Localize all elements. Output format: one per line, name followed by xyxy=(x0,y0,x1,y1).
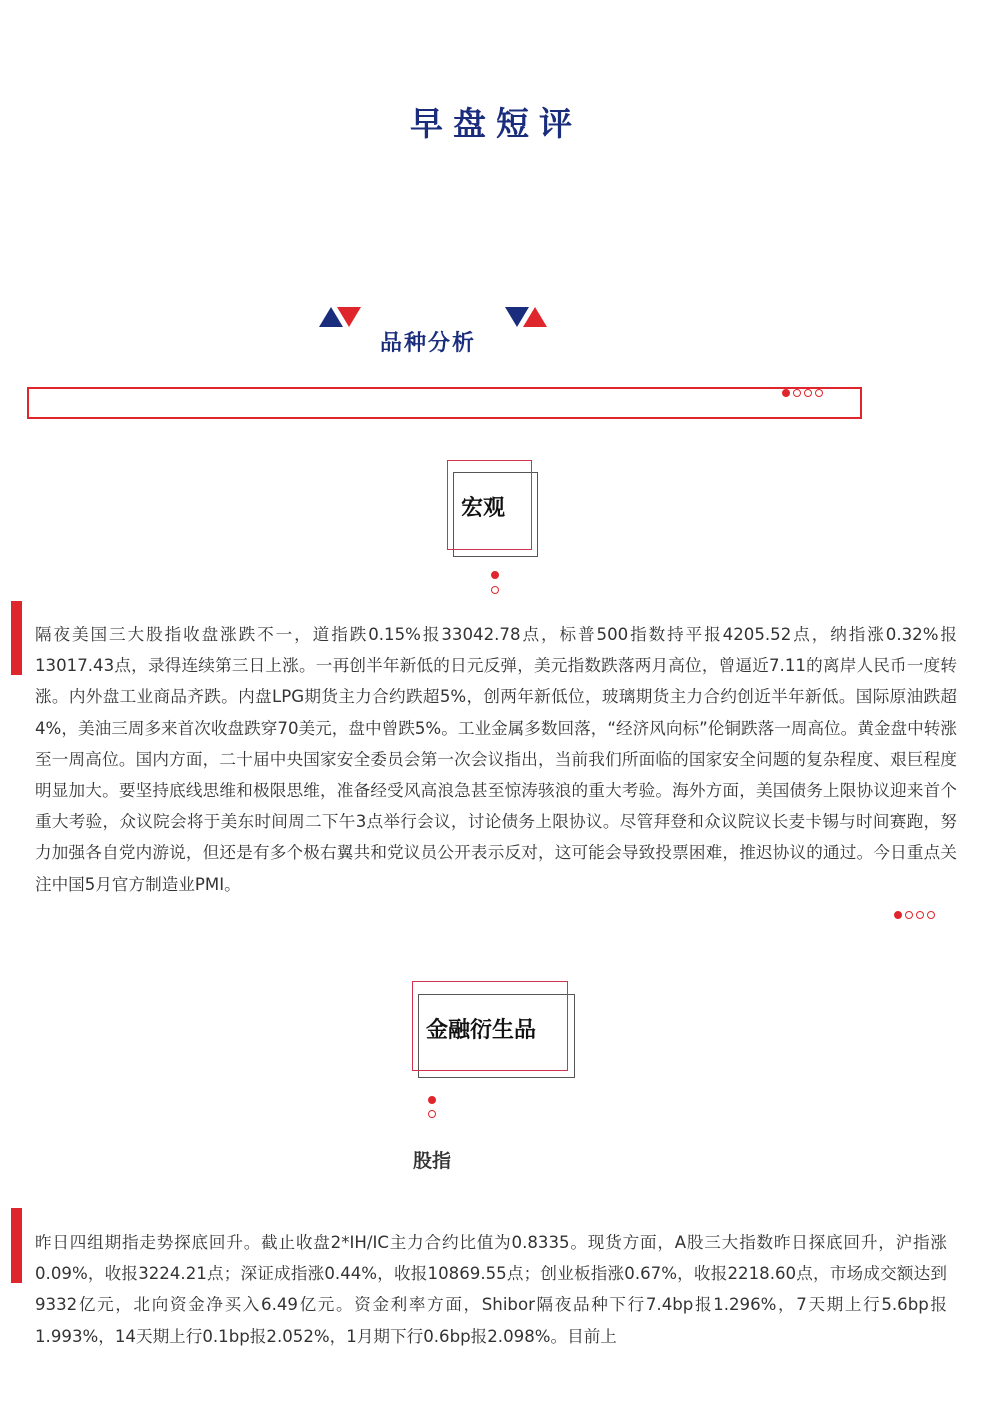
section-label: 品种分析 xyxy=(380,331,477,356)
dot-icon xyxy=(927,911,935,919)
sub-heading-stock-index: 股指 xyxy=(413,1150,452,1172)
dot-icon xyxy=(894,911,902,919)
financial-paragraph: 昨日四组期指走势探底回升。截止收盘2*IH/IC主力合约比值为0.8335。现货方面，A股三大指数昨日探底回升，沪指涨0.09%，收报3224.21点；深证成指涨0.44%，收报10869.55点；创业板指涨0.67%，收报2218.60点，市场成交额达到9332亿元，北向资金净买入6.49亿元。资金利率方面，Shibor隔夜品种下行7.4bp报1.296%，7天期上行5.6bp报1.993%，14天期上行0.1bp报2.052%，1月期下行0.6bp报2.098%。目前上 xyxy=(35,1233,947,1346)
dot-icon xyxy=(782,389,790,397)
macro-paragraph: 隔夜美国三大股指收盘涨跌不一，道指跌0.15%报33042.78点，标普500指数持平报4205.52点，纳指涨0.32%报13017.43点，录得连续第三日上涨。一再创半年新低的日元反弹，美元指数跌落两月高位，曾逼近7.11的离岸人民币一度转涨。内外盘工业商品齐跌。内盘LPG期货主力合约跌超5%，创两年新低位，玻璃期货主力合约创近半年新低。国际原油跌超4%，美油三周多来首次收盘跌穿70美元，盘中曾跌5%。工业金属多数回落，“经济风向标”伦铜跌落一周高位。黄金盘中转涨至一周高位。国内方面，二十届中央国家安全委员会第一次会议指出，当前我们所面临的国家安全问题的复杂程度、艰巨程度明显加大。要坚持底线思维和极限思维，准备经受风高浪急甚至惊涛骇浪的重大考验。海外方面，美国债务上限协议迎来首个重大考验，众议院会将于美东时间周二下午3点举行会议，讨论债务上限协议。尽管拜登和众议院议长麦卡锡与时间赛跑，努力加强各自党内游说，但还是有多个极右翼共和党议员公开表示反对，这可能会导致投票困难，推迟协议的通过。今日重点关注中国5月官方制造业PMI。 xyxy=(35,625,957,894)
dot-icon xyxy=(916,911,924,919)
paragraph-marker xyxy=(11,601,22,675)
dot-icon xyxy=(804,389,812,397)
page-title: 早盘短评 xyxy=(410,104,582,143)
section-divider-box xyxy=(27,387,862,419)
dot-icon xyxy=(905,911,913,919)
pagination-dots-middle xyxy=(894,911,935,919)
dot-icon xyxy=(815,389,823,397)
macro-heading: 宏观 xyxy=(461,496,506,521)
financial-heading: 金融衍生品 xyxy=(426,1018,537,1043)
paragraph-marker xyxy=(11,1208,22,1283)
pagination-dots-top xyxy=(782,389,823,397)
dot-icon xyxy=(793,389,801,397)
